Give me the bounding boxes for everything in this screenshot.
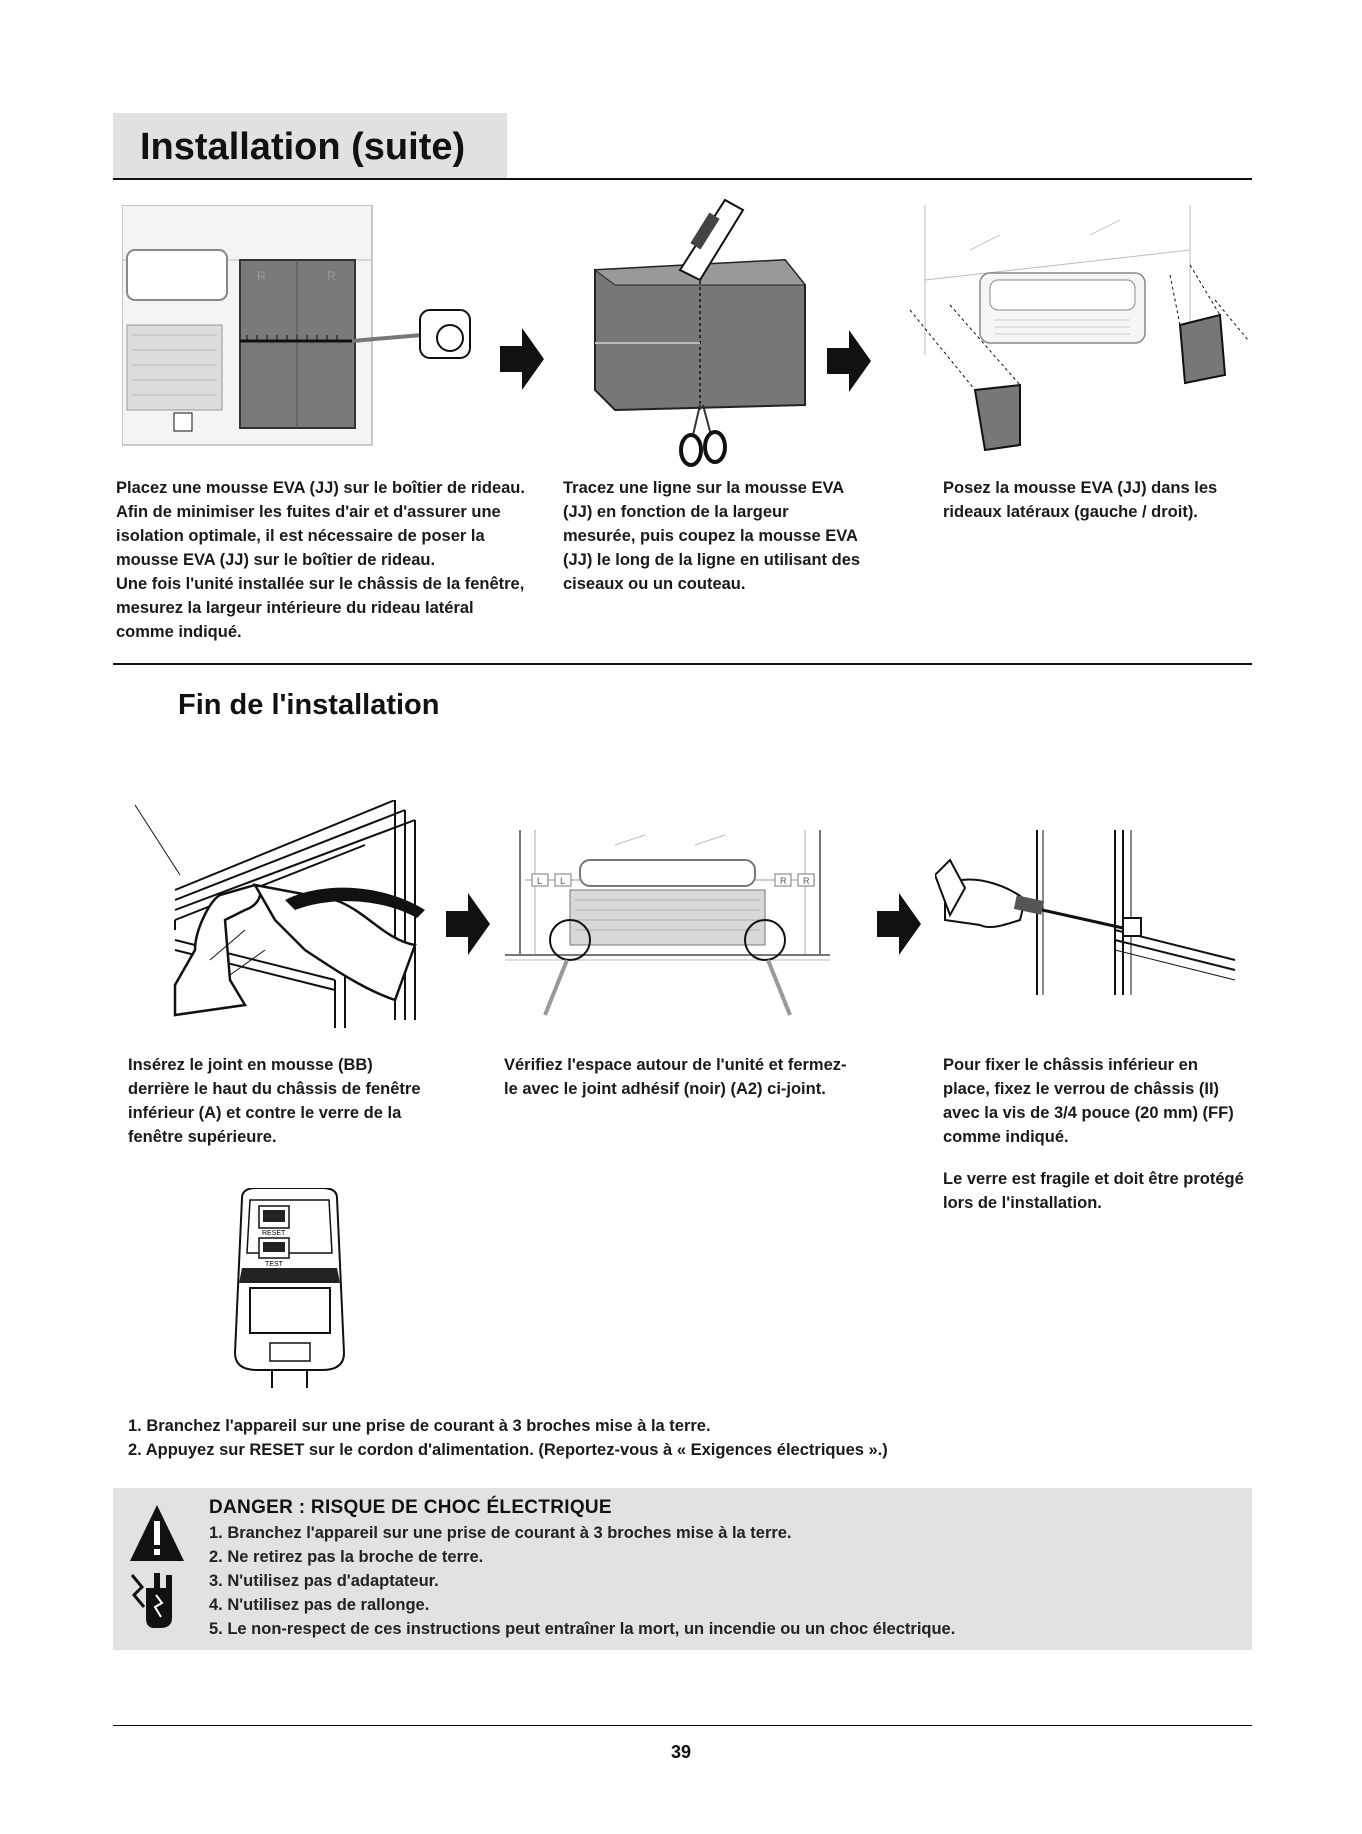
- power-step: 1. Branchez l'appareil sur une prise de courant à 3 broches mise à la terre.: [128, 1417, 711, 1435]
- text-line: avec la vis de 3/4 pouce (20 mm) (FF): [943, 1104, 1234, 1122]
- arrow-right-icon: [500, 328, 544, 390]
- text-line: (JJ) le long de la ligne en utilisant des: [563, 551, 861, 569]
- window-label-r: R: [780, 876, 787, 886]
- measure-foam-illustration: [122, 205, 472, 455]
- text-line: place, fixez le verrou de châssis (II): [943, 1080, 1220, 1098]
- cut-foam-illustration: [575, 195, 815, 470]
- text-line: derrière le haut du châssis de fenêtre: [128, 1080, 421, 1098]
- power-plug-illustration: [232, 1188, 347, 1388]
- text-line: Une fois l'unité installée sur le châssis de la fenêtre,: [116, 575, 525, 593]
- danger-item: 5. Le non-respect de ces instructions peut entraîner la mort, un incendie ou un choc électrique.: [209, 1620, 956, 1638]
- arrow-right-icon: [446, 893, 490, 955]
- step-text-place: [943, 476, 1243, 524]
- svg-text:R: R: [327, 269, 336, 283]
- arrow-right-icon: [877, 893, 921, 955]
- reset-label: RESET: [262, 1230, 286, 1237]
- section-rule: [113, 663, 1252, 665]
- place-foam-illustration: [890, 205, 1250, 455]
- danger-list: [209, 1521, 1239, 1641]
- text-line: isolation optimale, il est nécessaire de poser la: [116, 527, 485, 545]
- text-line: (JJ) en fonction de la largeur: [563, 503, 789, 521]
- danger-content: [209, 1495, 1239, 1641]
- danger-item: 3. N'utilisez pas d'adaptateur.: [209, 1572, 439, 1590]
- footer-rule: [113, 1725, 1252, 1726]
- text-line: mesurée, puis coupez la mousse EVA: [563, 527, 858, 545]
- step-text-lock: [943, 1053, 1253, 1215]
- danger-item: 1. Branchez l'appareil sur une prise de courant à 3 broches mise à la terre.: [209, 1524, 792, 1542]
- window-label-r: R: [803, 876, 810, 886]
- text-line: comme indiqué.: [116, 623, 242, 641]
- arrow-right-icon: [827, 330, 871, 392]
- text-line: fenêtre supérieure.: [128, 1128, 277, 1146]
- danger-item: 4. N'utilisez pas de rallonge.: [209, 1596, 430, 1614]
- check-space-illustration: [495, 830, 840, 1020]
- text-line: Insérez le joint en mousse (BB): [128, 1056, 373, 1074]
- text-line: Placez une mousse EVA (JJ) sur le boîtier de rideau.: [116, 479, 525, 497]
- step-text-check: [504, 1053, 874, 1101]
- test-label: TEST: [265, 1261, 283, 1268]
- text-line: Posez la mousse EVA (JJ) dans les: [943, 479, 1218, 497]
- insert-seal-illustration: [135, 800, 435, 1030]
- text-line: le avec le joint adhésif (noir) (A2) ci-joint.: [504, 1080, 826, 1098]
- text-line: Le verre est fragile et doit être protégé: [943, 1170, 1244, 1188]
- window-label-l: L: [537, 876, 543, 886]
- svg-text:R: R: [257, 269, 266, 283]
- electric-shock-warning-icon: [128, 1503, 186, 1633]
- text-line: rideaux latéraux (gauche / droit).: [943, 503, 1198, 521]
- page-title: Installation (suite): [140, 126, 466, 168]
- step-text-seal: [128, 1053, 458, 1149]
- danger-item: 2. Ne retirez pas la broche de terre.: [209, 1548, 484, 1566]
- text-line: Afin de minimiser les fuites d'air et d'assurer une: [116, 503, 501, 521]
- text-line: mousse EVA (JJ) sur le boîtier de rideau.: [116, 551, 436, 569]
- text-line: ciseaux ou un couteau.: [563, 575, 746, 593]
- text-line: mesurez la largeur intérieure du rideau latéral: [116, 599, 474, 617]
- text-line: Vérifiez l'espace autour de l'unité et fermez-: [504, 1056, 847, 1074]
- page-number: 39: [670, 1742, 692, 1762]
- step-text-cut: [563, 476, 903, 596]
- power-steps: [128, 1414, 1028, 1462]
- text-line: lors de l'installation.: [943, 1194, 1102, 1212]
- power-step: 2. Appuyez sur RESET sur le cordon d'alimentation. (Reportez-vous à « Exigences électriques ».): [128, 1441, 888, 1459]
- text-line: Tracez une ligne sur la mousse EVA: [563, 479, 845, 497]
- window-label-l: L: [560, 876, 566, 886]
- sash-lock-illustration: [935, 830, 1245, 1000]
- danger-title: DANGER : RISQUE DE CHOC ÉLECTRIQUE: [209, 1497, 612, 1518]
- text-line: Pour fixer le châssis inférieur en: [943, 1056, 1198, 1074]
- text-line: inférieur (A) et contre le verre de la: [128, 1104, 402, 1122]
- step-text-measure: [116, 476, 536, 644]
- text-line: comme indiqué.: [943, 1128, 1069, 1146]
- section-title: Fin de l'installation: [178, 689, 440, 721]
- header-rule: [113, 178, 1252, 180]
